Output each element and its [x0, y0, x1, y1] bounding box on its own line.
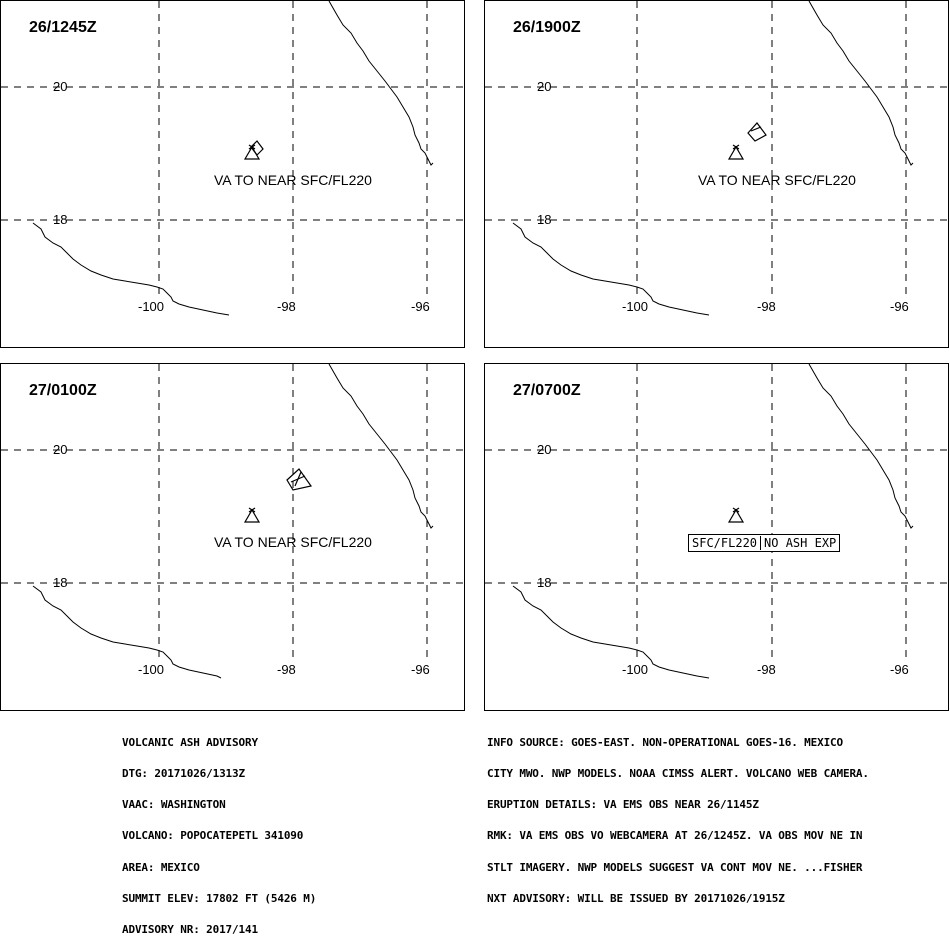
box-label-level: SFC/FL220	[692, 536, 758, 550]
advisory-line: INFO SOURCE: GOES-EAST. NON-OPERATIONAL GOES-16. MEXICO	[487, 735, 843, 749]
valid-time: 26/1245Z	[29, 19, 97, 36]
ash-cloud-polygon	[748, 123, 766, 141]
lon-label-98: -98	[277, 662, 296, 677]
lat-label-18: 18	[53, 575, 68, 590]
lon-label-100: -100	[622, 662, 649, 677]
advisory-line: ERUPTION DETAILS: VA EMS OBS NEAR 26/1145Z	[487, 798, 759, 812]
volcano-icon	[245, 508, 259, 522]
forecast-panel-1	[0, 0, 465, 348]
coastline-gulf	[809, 1, 913, 165]
valid-time: 27/0700Z	[513, 382, 581, 399]
lon-label-96: -96	[890, 299, 909, 314]
ash-height-label: VA TO NEAR SFC/FL220	[698, 172, 856, 188]
advisory-header-block	[122, 717, 316, 946]
volcano-icon	[245, 145, 259, 159]
lon-label-100: -100	[138, 662, 165, 677]
coastline-gulf	[329, 1, 433, 165]
advisory-info-block	[487, 717, 869, 915]
coastline-pacific	[33, 223, 229, 315]
lat-label-20: 20	[53, 442, 68, 457]
lat-label-18: 18	[537, 212, 552, 227]
lat-label-18: 18	[537, 575, 552, 590]
lat-label-18: 18	[53, 212, 68, 227]
no-ash-box-label	[688, 534, 840, 552]
volcano-icon	[729, 145, 743, 159]
advisory-line: VAAC: WASHINGTON	[122, 798, 226, 812]
coastline-pacific	[33, 586, 221, 678]
lon-label-98: -98	[277, 299, 296, 314]
lon-label-98: -98	[757, 299, 776, 314]
volcano-icon	[729, 508, 743, 522]
advisory-line: AREA: MEXICO	[122, 860, 200, 874]
advisory-line: ADVISORY NR: 2017/141	[122, 923, 258, 937]
advisory-line: DTG: 20171026/1313Z	[122, 767, 245, 781]
advisory-line: VOLCANO: POPOCATEPETL 341090	[122, 829, 304, 843]
advisory-line: RMK: VA EMS OBS VO WEBCAMERA AT 26/1245Z. VA OBS MOV NE IN	[487, 829, 863, 843]
valid-time: 26/1900Z	[513, 19, 581, 36]
advisory-line: SUMMIT ELEV: 17802 FT (5426 M)	[122, 891, 317, 905]
forecast-panel-2	[484, 0, 949, 348]
lat-label-20: 20	[537, 442, 552, 457]
advisory-line: NXT ADVISORY: WILL BE ISSUED BY 20171026/1915Z	[487, 891, 785, 905]
lat-label-20: 20	[53, 79, 68, 94]
advisory-line: CITY MWO. NWP MODELS. NOAA CIMSS ALERT. VOLCANO WEB CAMERA.	[487, 767, 869, 781]
box-label-status: NO ASH EXP	[764, 536, 837, 550]
coastline-pacific	[513, 586, 709, 678]
coastline-gulf	[329, 364, 433, 528]
lon-label-96: -96	[411, 662, 430, 677]
ash-height-label: VA TO NEAR SFC/FL220	[214, 534, 372, 550]
forecast-panel-4	[484, 363, 949, 711]
ash-height-label: VA TO NEAR SFC/FL220	[214, 172, 372, 188]
valid-time: 27/0100Z	[29, 382, 97, 399]
ash-cloud-polygon	[287, 469, 311, 490]
advisory-line: STLT IMAGERY. NWP MODELS SUGGEST VA CONT MOV NE. ...FISHER	[487, 860, 863, 874]
lon-label-96: -96	[890, 662, 909, 677]
box-label-divider	[760, 536, 761, 550]
lon-label-100: -100	[622, 299, 649, 314]
coastline-gulf	[809, 364, 913, 528]
coastline-pacific	[513, 223, 709, 315]
forecast-panel-3	[0, 363, 465, 711]
lon-label-100: -100	[138, 299, 165, 314]
advisory-line: VOLCANIC ASH ADVISORY	[122, 735, 258, 749]
lon-label-98: -98	[757, 662, 776, 677]
lat-label-20: 20	[537, 79, 552, 94]
lon-label-96: -96	[411, 299, 430, 314]
